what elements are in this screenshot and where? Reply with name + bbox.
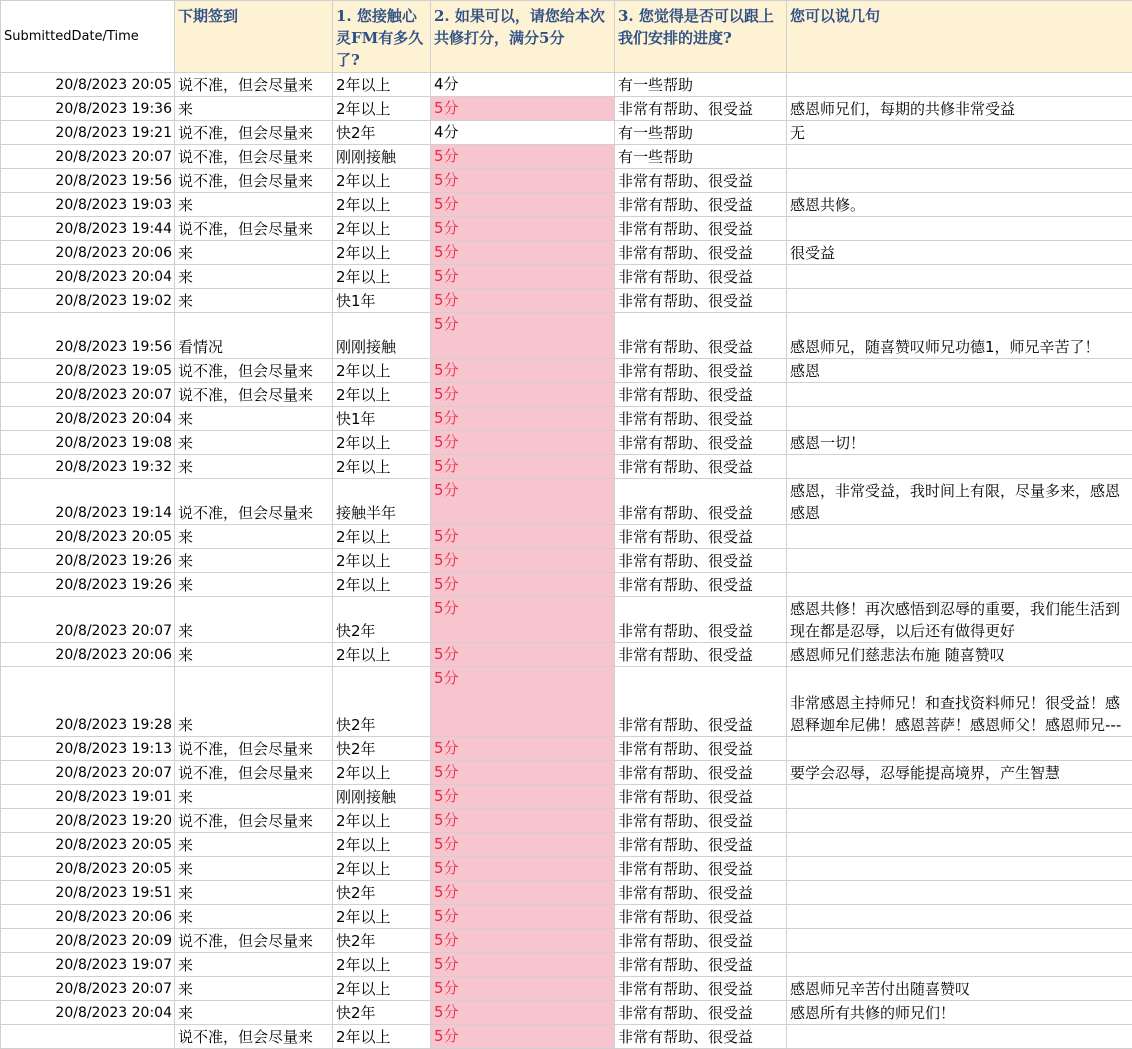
cell-q3[interactable]: 非常有帮助、很受益 [615,289,787,313]
cell-q3[interactable]: 非常有帮助、很受益 [615,525,787,549]
cell-signin[interactable]: 来 [175,953,333,977]
cell-signin[interactable]: 说不准，但会尽量来 [175,479,333,525]
cell-score[interactable]: 4分 [431,73,615,97]
cell-q3[interactable]: 非常有帮助、很受益 [615,549,787,573]
cell-score[interactable]: 5分 [431,597,615,643]
table-row [1,643,1132,667]
cell-signin[interactable]: 说不准，但会尽量来 [175,1025,333,1049]
cell-q3[interactable]: 非常有帮助、很受益 [615,455,787,479]
cell-comment[interactable]: 感恩 [787,359,1132,383]
cell-signin[interactable]: 来 [175,573,333,597]
cell-date[interactable]: 20/8/2023 19:28 [1,667,175,737]
table-row [1,97,1132,121]
cell-date[interactable]: 20/8/2023 20:07 [1,597,175,643]
col-header-date[interactable]: SubmittedDate/Time [1,1,175,73]
cell-score[interactable]: 5分 [431,241,615,265]
cell-signin[interactable]: 来 [175,667,333,737]
cell-q1[interactable]: 2年以上 [333,169,431,193]
cell-score[interactable]: 5分 [431,455,615,479]
cell-date[interactable]: 20/8/2023 19:56 [1,313,175,359]
cell-q3[interactable]: 非常有帮助、很受益 [615,597,787,643]
cell-signin[interactable]: 来 [175,455,333,479]
cell-q3[interactable]: 非常有帮助、很受益 [615,881,787,905]
cell-q3[interactable]: 有一些帮助 [615,121,787,145]
cell-date[interactable]: 20/8/2023 20:06 [1,241,175,265]
cell-q1[interactable]: 刚刚接触 [333,785,431,809]
cell-score[interactable]: 5分 [431,1025,615,1049]
cell-comment[interactable]: 感恩师兄们慈悲法布施 随喜赞叹 [787,643,1132,667]
cell-date[interactable]: 20/8/2023 20:07 [1,145,175,169]
cell-q3[interactable]: 有一些帮助 [615,145,787,169]
cell-q3[interactable]: 非常有帮助、很受益 [615,265,787,289]
cell-comment[interactable]: 感恩师兄们，每期的共修非常受益 [787,97,1132,121]
cell-q1[interactable]: 刚刚接触 [333,313,431,359]
cell-q3[interactable]: 非常有帮助、很受益 [615,217,787,241]
cell-signin[interactable]: 说不准，但会尽量来 [175,145,333,169]
cell-signin[interactable]: 说不准，但会尽量来 [175,929,333,953]
cell-q1[interactable]: 2年以上 [333,573,431,597]
table-row [1,217,1132,241]
cell-signin[interactable]: 来 [175,977,333,1001]
cell-score[interactable]: 5分 [431,929,615,953]
cell-signin[interactable]: 说不准，但会尽量来 [175,169,333,193]
cell-q1[interactable]: 2年以上 [333,977,431,1001]
cell-q3[interactable]: 有一些帮助 [615,73,787,97]
cell-score[interactable]: 5分 [431,809,615,833]
cell-q1[interactable]: 2年以上 [333,525,431,549]
cell-q3[interactable]: 非常有帮助、很受益 [615,953,787,977]
table-row [1,431,1132,455]
cell-score[interactable]: 5分 [431,953,615,977]
cell-date[interactable]: 20/8/2023 20:04 [1,407,175,431]
cell-score[interactable]: 5分 [431,881,615,905]
cell-signin[interactable]: 来 [175,905,333,929]
cell-signin[interactable]: 来 [175,265,333,289]
table-row [1,785,1132,809]
header-row [1,1,1132,73]
cell-signin[interactable]: 来 [175,549,333,573]
cell-comment[interactable] [787,881,1132,905]
cell-q3[interactable]: 非常有帮助、很受益 [615,929,787,953]
cell-q3[interactable]: 非常有帮助、很受益 [615,905,787,929]
cell-score[interactable]: 5分 [431,407,615,431]
cell-comment[interactable] [787,1025,1132,1049]
table-row [1,73,1132,97]
cell-q1[interactable]: 2年以上 [333,97,431,121]
cell-date[interactable]: 20/8/2023 19:03 [1,193,175,217]
table-row [1,857,1132,881]
cell-q1[interactable]: 2年以上 [333,265,431,289]
table-row [1,525,1132,549]
cell-q3[interactable]: 非常有帮助、很受益 [615,1025,787,1049]
col-header-q2[interactable]: 2. 如果可以，请您给本次共修打分，满分5分 [431,1,615,73]
cell-q3[interactable]: 非常有帮助、很受益 [615,1001,787,1025]
cell-comment[interactable] [787,857,1132,881]
table-row [1,193,1132,217]
cell-date[interactable]: 20/8/2023 19:01 [1,785,175,809]
cell-comment[interactable] [787,809,1132,833]
cell-q1[interactable]: 2年以上 [333,761,431,785]
cell-q3[interactable]: 非常有帮助、很受益 [615,359,787,383]
cell-signin[interactable]: 说不准，但会尽量来 [175,73,333,97]
cell-q3[interactable]: 非常有帮助、很受益 [615,573,787,597]
cell-q1[interactable]: 快1年 [333,289,431,313]
cell-date[interactable]: 20/8/2023 20:09 [1,929,175,953]
cell-q1[interactable]: 2年以上 [333,73,431,97]
cell-comment[interactable] [787,785,1132,809]
cell-date[interactable]: 20/8/2023 19:44 [1,217,175,241]
cell-date[interactable]: 20/8/2023 19:05 [1,359,175,383]
table-row [1,573,1132,597]
cell-q3[interactable]: 非常有帮助、很受益 [615,169,787,193]
cell-date[interactable]: 20/8/2023 19:26 [1,573,175,597]
cell-score[interactable]: 5分 [431,667,615,737]
cell-date[interactable]: 20/8/2023 20:05 [1,73,175,97]
cell-q1[interactable]: 快2年 [333,667,431,737]
table-row [1,809,1132,833]
cell-q1[interactable]: 快2年 [333,881,431,905]
cell-comment[interactable]: 感恩所有共修的师兄们！ [787,1001,1132,1025]
cell-score[interactable]: 5分 [431,833,615,857]
cell-q1[interactable]: 2年以上 [333,431,431,455]
table-row [1,881,1132,905]
cell-signin[interactable]: 来 [175,407,333,431]
cell-comment[interactable] [787,833,1132,857]
cell-q3[interactable]: 非常有帮助、很受益 [615,833,787,857]
cell-score[interactable]: 5分 [431,431,615,455]
col-header-q1[interactable]: 1. 您接触心灵FM有多久了? [333,1,431,73]
table-row [1,169,1132,193]
cell-q3[interactable]: 非常有帮助、很受益 [615,193,787,217]
cell-score[interactable]: 5分 [431,169,615,193]
cell-date[interactable]: 20/8/2023 19:13 [1,737,175,761]
cell-q1[interactable]: 快2年 [333,121,431,145]
cell-q1[interactable]: 刚刚接触 [333,145,431,169]
cell-score[interactable]: 5分 [431,549,615,573]
cell-q1[interactable]: 快2年 [333,929,431,953]
cell-comment[interactable] [787,737,1132,761]
cell-score[interactable]: 5分 [431,479,615,525]
cell-date[interactable]: 20/8/2023 19:51 [1,881,175,905]
cell-q1[interactable]: 2年以上 [333,809,431,833]
table-row [1,145,1132,169]
cell-q3[interactable]: 非常有帮助、很受益 [615,643,787,667]
cell-score[interactable]: 4分 [431,121,615,145]
cell-score[interactable]: 5分 [431,905,615,929]
cell-q1[interactable]: 快2年 [333,597,431,643]
cell-date[interactable]: 20/8/2023 19:21 [1,121,175,145]
cell-comment[interactable] [787,145,1132,169]
table-row [1,1001,1132,1025]
cell-q1[interactable]: 2年以上 [333,953,431,977]
cell-comment[interactable]: 感恩一切！ [787,431,1132,455]
cell-score[interactable]: 5分 [431,977,615,1001]
cell-comment[interactable] [787,455,1132,479]
cell-date[interactable]: 20/8/2023 19:26 [1,549,175,573]
cell-score[interactable]: 5分 [431,383,615,407]
cell-q3[interactable]: 非常有帮助、很受益 [615,407,787,431]
cell-q3[interactable]: 非常有帮助、很受益 [615,241,787,265]
cell-q1[interactable]: 2年以上 [333,549,431,573]
cell-q3[interactable]: 非常有帮助、很受益 [615,479,787,525]
cell-q1[interactable]: 2年以上 [333,359,431,383]
table-row [1,359,1132,383]
cell-comment[interactable]: 感恩共修！再次感悟到忍辱的重要，我们能生活到现在都是忍辱，以后还有做得更好 [787,597,1132,643]
col-header-comment[interactable]: 您可以说几句 [787,1,1132,73]
cell-signin[interactable]: 来 [175,193,333,217]
cell-signin[interactable]: 来 [175,597,333,643]
cell-signin[interactable]: 说不准，但会尽量来 [175,383,333,407]
table-row [1,241,1132,265]
cell-score[interactable]: 5分 [431,643,615,667]
cell-comment[interactable] [787,573,1132,597]
cell-q3[interactable]: 非常有帮助、很受益 [615,857,787,881]
cell-date[interactable]: 20/8/2023 20:07 [1,977,175,1001]
cell-signin[interactable]: 说不准，但会尽量来 [175,121,333,145]
cell-date[interactable]: 20/8/2023 20:04 [1,265,175,289]
cell-q3[interactable]: 非常有帮助、很受益 [615,737,787,761]
table-row [1,667,1132,737]
cell-comment[interactable] [787,905,1132,929]
table-row [1,407,1132,431]
cell-score[interactable]: 5分 [431,785,615,809]
cell-date[interactable]: 20/8/2023 20:05 [1,833,175,857]
cell-score[interactable]: 5分 [431,573,615,597]
table-row [1,455,1132,479]
col-header-signin[interactable]: 下期签到 [175,1,333,73]
table-row [1,313,1132,359]
cell-date[interactable]: 20/8/2023 20:07 [1,761,175,785]
cell-q1[interactable]: 2年以上 [333,643,431,667]
cell-date[interactable]: 20/8/2023 19:02 [1,289,175,313]
cell-comment[interactable] [787,289,1132,313]
cell-comment[interactable]: 感恩，非常受益，我时间上有限，尽量多来，感恩感恩 [787,479,1132,525]
cell-date[interactable]: 20/8/2023 19:32 [1,455,175,479]
cell-q1[interactable]: 快1年 [333,407,431,431]
cell-score[interactable]: 5分 [431,145,615,169]
cell-comment[interactable]: 无 [787,121,1132,145]
cell-date[interactable]: 20/8/2023 20:05 [1,525,175,549]
table-row [1,737,1132,761]
cell-score[interactable]: 5分 [431,193,615,217]
cell-q1[interactable]: 快2年 [333,1001,431,1025]
cell-comment[interactable]: 感恩师兄，随喜赞叹师兄功德1，师兄辛苦了！ [787,313,1132,359]
table-row [1,1025,1132,1049]
cell-signin[interactable]: 来 [175,833,333,857]
cell-q3[interactable]: 非常有帮助、很受益 [615,667,787,737]
cell-score[interactable]: 5分 [431,761,615,785]
cell-signin[interactable]: 来 [175,881,333,905]
table-row [1,265,1132,289]
table-row [1,977,1132,1001]
cell-signin[interactable]: 来 [175,289,333,313]
cell-comment[interactable]: 感恩师兄辛苦付出随喜赞叹 [787,977,1132,1001]
cell-date[interactable]: 20/8/2023 19:36 [1,97,175,121]
cell-score[interactable]: 5分 [431,265,615,289]
cell-q3[interactable]: 非常有帮助、很受益 [615,977,787,1001]
cell-signin[interactable]: 说不准，但会尽量来 [175,217,333,241]
cell-q3[interactable]: 非常有帮助、很受益 [615,761,787,785]
cell-signin[interactable]: 来 [175,857,333,881]
cell-signin[interactable]: 来 [175,1001,333,1025]
cell-signin[interactable]: 来 [175,431,333,455]
table-row [1,121,1132,145]
cell-comment[interactable] [787,265,1132,289]
table-row [1,905,1132,929]
table-row [1,597,1132,643]
cell-comment[interactable]: 非常感恩主持师兄！和查找资料师兄！很受益！感恩释迦牟尼佛！感恩菩萨！感恩师父！感恩师兄--- [787,667,1132,737]
cell-date[interactable]: 20/8/2023 20:05 [1,857,175,881]
cell-signin[interactable]: 来 [175,241,333,265]
cell-score[interactable]: 5分 [431,525,615,549]
cell-date[interactable]: 20/8/2023 19:07 [1,953,175,977]
cell-score[interactable]: 5分 [431,313,615,359]
cell-date[interactable]: 20/8/2023 20:04 [1,1001,175,1025]
cell-signin[interactable]: 说不准，但会尽量来 [175,761,333,785]
cell-score[interactable]: 5分 [431,217,615,241]
cell-comment[interactable] [787,929,1132,953]
cell-q1[interactable]: 2年以上 [333,455,431,479]
cell-date[interactable]: 20/8/2023 19:14 [1,479,175,525]
cell-q3[interactable]: 非常有帮助、很受益 [615,809,787,833]
cell-q1[interactable]: 2年以上 [333,1025,431,1049]
cell-comment[interactable] [787,383,1132,407]
table-row [1,929,1132,953]
cell-comment[interactable]: 要学会忍辱，忍辱能提高境界，产生智慧 [787,761,1132,785]
cell-signin[interactable]: 来 [175,525,333,549]
cell-q1[interactable]: 2年以上 [333,833,431,857]
table-row [1,833,1132,857]
cell-date[interactable]: 20/8/2023 19:56 [1,169,175,193]
cell-q1[interactable]: 2年以上 [333,241,431,265]
table-row [1,479,1132,525]
cell-signin[interactable]: 看情况 [175,313,333,359]
cell-score[interactable]: 5分 [431,1001,615,1025]
cell-comment[interactable]: 很受益 [787,241,1132,265]
cell-date[interactable]: 20/8/2023 20:07 [1,383,175,407]
cell-date[interactable]: 20/8/2023 19:20 [1,809,175,833]
cell-q3[interactable]: 非常有帮助、很受益 [615,431,787,455]
cell-q1[interactable]: 接触半年 [333,479,431,525]
cell-comment[interactable] [787,525,1132,549]
cell-q1[interactable]: 2年以上 [333,193,431,217]
cell-signin[interactable]: 说不准，但会尽量来 [175,809,333,833]
cell-score[interactable]: 5分 [431,97,615,121]
cell-score[interactable]: 5分 [431,737,615,761]
cell-q1[interactable]: 快2年 [333,737,431,761]
cell-date[interactable]: 20/8/2023 20:06 [1,905,175,929]
cell-q3[interactable]: 非常有帮助、很受益 [615,785,787,809]
table-row [1,289,1132,313]
cell-signin[interactable]: 来 [175,785,333,809]
cell-date[interactable] [1,1025,175,1049]
col-header-q3[interactable]: 3. 您觉得是否可以跟上我们安排的进度? [615,1,787,73]
cell-date[interactable]: 20/8/2023 19:08 [1,431,175,455]
cell-comment[interactable] [787,549,1132,573]
table-body [1,73,1132,1049]
cell-date[interactable]: 20/8/2023 20:06 [1,643,175,667]
table-row [1,549,1132,573]
cell-comment[interactable]: 感恩共修。 [787,193,1132,217]
cell-signin[interactable]: 来 [175,643,333,667]
cell-q1[interactable]: 2年以上 [333,383,431,407]
cell-q1[interactable]: 2年以上 [333,857,431,881]
cell-comment[interactable] [787,407,1132,431]
cell-q3[interactable]: 非常有帮助、很受益 [615,313,787,359]
cell-score[interactable]: 5分 [431,857,615,881]
cell-score[interactable]: 5分 [431,359,615,383]
table-row [1,761,1132,785]
cell-comment[interactable] [787,169,1132,193]
cell-comment[interactable] [787,73,1132,97]
cell-q3[interactable]: 非常有帮助、很受益 [615,97,787,121]
cell-signin[interactable]: 说不准，但会尽量来 [175,737,333,761]
cell-signin[interactable]: 说不准，但会尽量来 [175,359,333,383]
cell-q3[interactable]: 非常有帮助、很受益 [615,383,787,407]
cell-score[interactable]: 5分 [431,289,615,313]
cell-q1[interactable]: 2年以上 [333,905,431,929]
cell-signin[interactable]: 来 [175,97,333,121]
table-row [1,953,1132,977]
cell-comment[interactable] [787,217,1132,241]
table-row [1,383,1132,407]
cell-comment[interactable] [787,953,1132,977]
cell-q1[interactable]: 2年以上 [333,217,431,241]
